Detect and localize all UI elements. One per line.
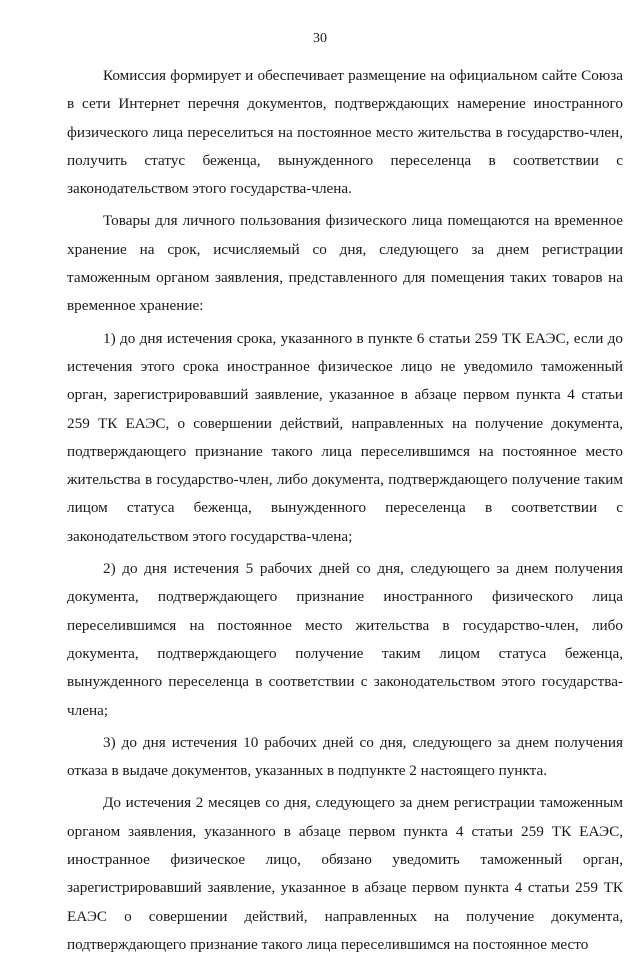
paragraph-temporary-storage: Товары для личного пользования физического лица помещаются на временное хранение на срок, исчисляемый со дня, следующего за днем регистрации таможенным органом заявления, представленного для помещения таких товаров на временное хранение:: [67, 212, 623, 315]
document-body: [67, 62, 623, 963]
page-number: 30: [313, 31, 327, 46]
paragraph-notification-deadline: До истечения 2 месяцев со дня, следующего за днем регистрации таможенным органом заявления, указанного в абзаце первом пункта 4 статьи 259 ТК ЕАЭС, иностранное физическое лицо, обязано уведомить таможенный орган, зарегистрировавший заявление, указанное в абзаце первом пункта 4 статьи 259 ТК ЕАЭС о совершении действий, направленных на получение документа, подтверждающего признание такого лица переселившимся на постоянное место: [67, 794, 623, 953]
list-item-2: 2) до дня истечения 5 рабочих дней со дня, следующего за днем получения документа, подтверждающего признание иностранного физического лица переселившимся на постоянное место жительства в государство-член, либо документа, подтверждающего получение таким лицом статуса беженца, вынужденного переселенца в соответствии с законодательством этого государства-члена;: [67, 560, 623, 719]
paragraph-commission-list: Комиссия формирует и обеспечивает размещение на официальном сайте Союза в сети Интернет перечня документов, подтверждающих намерение иностранного физического лица переселиться на постоянное место жительства в государство-член, получить статус беженца, вынужденного переселенца в соответствии с законодательством этого государства-члена.: [67, 67, 623, 198]
list-item-3: 3) до дня истечения 10 рабочих дней со дня, следующего за днем получения отказа в выдаче документов, указанных в подпункте 2 настоящего пункта.: [67, 733, 623, 780]
list-item-1: 1) до дня истечения срока, указанного в пункте 6 статьи 259 ТК ЕАЭС, если до истечения этого срока иностранное физическое лицо не уведомило таможенный орган, зарегистрировавший заявление, указанное в абзаце первом пункта 4 статьи 259 ТК ЕАЭС, о совершении действий, направленных на получение документа, подтверждающего признание такого лица переселившимся на постоянное место жительства в государство-член, либо документа, подтверждающего получение таким лицом статуса беженца, вынужденного переселенца в соответствии с законодательством этого государства-члена;: [67, 329, 623, 545]
